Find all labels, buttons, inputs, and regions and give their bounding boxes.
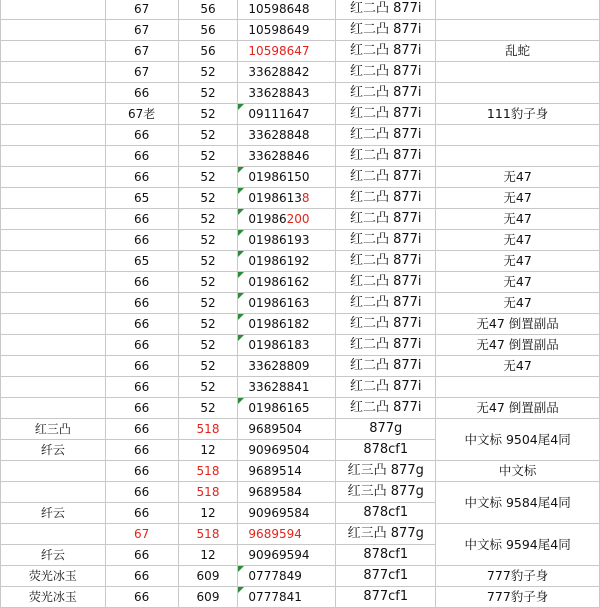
- cell-d[interactable]: [238, 146, 336, 167]
- cell-d-main: 01986150: [248, 170, 310, 184]
- cell-b[interactable]: 66: [105, 398, 178, 419]
- cell-f[interactable]: 中文标: [436, 461, 600, 482]
- cell-a[interactable]: 红三凸: [1, 419, 106, 440]
- cell-d-main: 10598648: [248, 2, 310, 16]
- cell-d-main: 01986165: [248, 401, 310, 415]
- cell-d-main: 33628848: [248, 128, 310, 142]
- merged-note-cell[interactable]: 中文标 9584尾4同: [436, 482, 600, 524]
- cell-a[interactable]: [1, 251, 106, 272]
- cell-d-main: 01986182: [248, 317, 310, 331]
- cell-b[interactable]: 66: [105, 587, 178, 608]
- cell-d-main: 01986183: [248, 338, 310, 352]
- table-row: [1, 587, 600, 608]
- cell-f[interactable]: 乱蛇: [436, 41, 600, 62]
- cell-f[interactable]: [436, 0, 600, 20]
- table-row: [1, 230, 600, 251]
- table-row: [1, 62, 600, 83]
- cell-e[interactable]: 红二凸 877i: [336, 335, 436, 356]
- cell-d[interactable]: 0777841: [238, 587, 336, 608]
- cell-e[interactable]: 红二凸 877i: [336, 230, 436, 251]
- cell-a[interactable]: [1, 41, 106, 62]
- table-row: [1, 314, 600, 335]
- cell-b[interactable]: 66: [105, 356, 178, 377]
- cell-f[interactable]: [436, 377, 600, 398]
- cell-e[interactable]: 红二凸 877i: [336, 188, 436, 209]
- cell-e[interactable]: 红三凸 877g: [336, 524, 436, 545]
- table-row: [1, 251, 600, 272]
- table-row: [1, 482, 600, 503]
- lower-rows: [1, 419, 600, 608]
- cell-a[interactable]: [1, 0, 106, 20]
- cell-f[interactable]: 无47 倒置副品: [436, 335, 600, 356]
- cell-c[interactable]: 52: [178, 272, 238, 293]
- cell-c[interactable]: 52: [178, 293, 238, 314]
- cell-d[interactable]: [238, 62, 336, 83]
- cell-e[interactable]: 红二凸 877i: [336, 125, 436, 146]
- cell-c[interactable]: 52: [178, 125, 238, 146]
- cell-f[interactable]: 无47: [436, 356, 600, 377]
- cell-b[interactable]: 66: [105, 440, 178, 461]
- cell-b[interactable]: 66: [105, 461, 178, 482]
- cell-a[interactable]: [1, 482, 106, 503]
- cell-d[interactable]: 90969584: [238, 503, 336, 524]
- cell-f[interactable]: [436, 125, 600, 146]
- cell-c[interactable]: 518: [178, 419, 238, 440]
- cell-b[interactable]: 67: [105, 0, 178, 20]
- cell-b[interactable]: 66: [105, 83, 178, 104]
- cell-a[interactable]: [1, 209, 106, 230]
- cell-e[interactable]: 红二凸 877i: [336, 209, 436, 230]
- cell-d[interactable]: [238, 104, 336, 125]
- cell-a[interactable]: [1, 62, 106, 83]
- cell-b[interactable]: 66: [105, 146, 178, 167]
- cell-d[interactable]: 9689594: [238, 524, 336, 545]
- cell-d-main: 33628809: [248, 359, 310, 373]
- cell-d[interactable]: 90969594: [238, 545, 336, 566]
- cell-f[interactable]: 无47: [436, 188, 600, 209]
- cell-a[interactable]: [1, 398, 106, 419]
- cell-b[interactable]: 67: [105, 20, 178, 41]
- cell-f[interactable]: 无47: [436, 167, 600, 188]
- cell-d[interactable]: [238, 0, 336, 20]
- table-row: [1, 20, 600, 41]
- cell-e[interactable]: 红二凸 877i: [336, 83, 436, 104]
- cell-d[interactable]: [238, 251, 336, 272]
- cell-b[interactable]: 67: [105, 41, 178, 62]
- cell-c[interactable]: 518: [178, 482, 238, 503]
- cell-b[interactable]: 66: [105, 566, 178, 587]
- cell-a[interactable]: [1, 83, 106, 104]
- cell-c[interactable]: 52: [178, 356, 238, 377]
- cell-a[interactable]: 纤云: [1, 503, 106, 524]
- cell-c[interactable]: 52: [178, 188, 238, 209]
- cell-c[interactable]: 609: [178, 566, 238, 587]
- cell-a[interactable]: 纤云: [1, 440, 106, 461]
- merged-note-cell[interactable]: 中文标 9594尾4同: [436, 524, 600, 566]
- cell-e[interactable]: 877g: [336, 419, 436, 440]
- cell-d[interactable]: 90969504: [238, 440, 336, 461]
- cell-c[interactable]: 518: [178, 524, 238, 545]
- table-row: [1, 398, 600, 419]
- cell-d-main: 10598647: [248, 44, 310, 58]
- cell-e[interactable]: 红二凸 877i: [336, 377, 436, 398]
- cell-c[interactable]: 52: [178, 230, 238, 251]
- cell-a[interactable]: 荧光冰玉: [1, 566, 106, 587]
- table-row: [1, 335, 600, 356]
- cell-b[interactable]: 67: [105, 62, 178, 83]
- cell-e[interactable]: 红二凸 877i: [336, 272, 436, 293]
- cell-b[interactable]: 66: [105, 545, 178, 566]
- cell-a[interactable]: [1, 230, 106, 251]
- cell-c[interactable]: 52: [178, 314, 238, 335]
- cell-f[interactable]: 无47: [436, 251, 600, 272]
- cell-d[interactable]: 9689504: [238, 419, 336, 440]
- cell-f[interactable]: 无47: [436, 293, 600, 314]
- cell-e[interactable]: 红二凸 877i: [336, 20, 436, 41]
- cell-c[interactable]: 52: [178, 146, 238, 167]
- cell-d-main: 0198613: [248, 191, 302, 205]
- cell-d-main: 33628846: [248, 149, 310, 163]
- cell-b[interactable]: 65: [105, 251, 178, 272]
- cell-e[interactable]: 红二凸 877i: [336, 41, 436, 62]
- cell-c[interactable]: 52: [178, 104, 238, 125]
- table-row: [1, 125, 600, 146]
- cell-e[interactable]: 878cf1: [336, 545, 436, 566]
- cell-d[interactable]: [238, 83, 336, 104]
- cell-d-main: 10598649: [248, 23, 310, 37]
- cell-e[interactable]: 红二凸 877i: [336, 167, 436, 188]
- cell-d[interactable]: [238, 293, 336, 314]
- cell-f[interactable]: 777豹子身: [436, 566, 600, 587]
- cell-c[interactable]: 56: [178, 20, 238, 41]
- cell-c[interactable]: 52: [178, 335, 238, 356]
- table-row: [1, 167, 600, 188]
- cell-c[interactable]: 52: [178, 83, 238, 104]
- cell-c[interactable]: 52: [178, 209, 238, 230]
- cell-f[interactable]: [436, 146, 600, 167]
- cell-f[interactable]: [436, 62, 600, 83]
- cell-e[interactable]: 877cf1: [336, 566, 436, 587]
- table-row: [1, 188, 600, 209]
- cell-c[interactable]: 56: [178, 41, 238, 62]
- table-row: [1, 377, 600, 398]
- cell-a[interactable]: [1, 20, 106, 41]
- cell-d-main: 33628843: [248, 86, 310, 100]
- table-row: [1, 104, 600, 125]
- cell-d-main: 09111647: [248, 107, 310, 121]
- cell-d[interactable]: [238, 272, 336, 293]
- cell-e[interactable]: 878cf1: [336, 440, 436, 461]
- cell-f[interactable]: [436, 83, 600, 104]
- cell-d[interactable]: [238, 230, 336, 251]
- cell-d-main: 01986163: [248, 296, 310, 310]
- table-row: [1, 0, 600, 20]
- cell-a[interactable]: [1, 272, 106, 293]
- upper-rows: [1, 0, 600, 419]
- cell-a[interactable]: [1, 104, 106, 125]
- cell-a[interactable]: [1, 356, 106, 377]
- cell-e[interactable]: 红二凸 877i: [336, 356, 436, 377]
- cell-b[interactable]: 66: [105, 314, 178, 335]
- table-row: [1, 419, 600, 440]
- cell-a[interactable]: [1, 377, 106, 398]
- table-row: [1, 566, 600, 587]
- cell-d[interactable]: [238, 20, 336, 41]
- cell-d[interactable]: [238, 41, 336, 62]
- cell-d-main: 33628841: [248, 380, 310, 394]
- cell-a[interactable]: [1, 524, 106, 545]
- cell-d[interactable]: [238, 398, 336, 419]
- cell-f[interactable]: 无47: [436, 272, 600, 293]
- cell-d[interactable]: 9689584: [238, 482, 336, 503]
- cell-e[interactable]: 红二凸 877i: [336, 146, 436, 167]
- cell-e[interactable]: 红二凸 877i: [336, 62, 436, 83]
- cell-c[interactable]: 609: [178, 587, 238, 608]
- table-row: [1, 356, 600, 377]
- cell-c[interactable]: 56: [178, 0, 238, 20]
- table-row: [1, 209, 600, 230]
- table-row: [1, 41, 600, 62]
- table-row: [1, 461, 600, 482]
- cell-c[interactable]: 12: [178, 545, 238, 566]
- cell-b[interactable]: 66: [105, 167, 178, 188]
- cell-d[interactable]: 0777849: [238, 566, 336, 587]
- cell-b[interactable]: 66: [105, 272, 178, 293]
- cell-c[interactable]: 12: [178, 503, 238, 524]
- cell-b[interactable]: 67: [105, 524, 178, 545]
- cell-a[interactable]: 纤云: [1, 545, 106, 566]
- cell-a[interactable]: 荧光冰玉: [1, 587, 106, 608]
- cell-b[interactable]: 66: [105, 293, 178, 314]
- cell-b[interactable]: 66: [105, 125, 178, 146]
- cell-a[interactable]: [1, 125, 106, 146]
- cell-f[interactable]: 777豹子身: [436, 587, 600, 608]
- cell-e[interactable]: 红二凸 877i: [336, 104, 436, 125]
- cell-c[interactable]: 52: [178, 377, 238, 398]
- cell-d[interactable]: [238, 188, 336, 209]
- cell-d[interactable]: [238, 314, 336, 335]
- merged-note-cell[interactable]: 中文标 9504尾4同: [436, 419, 600, 461]
- table-row: [1, 524, 600, 545]
- cell-d[interactable]: [238, 209, 336, 230]
- cell-d[interactable]: [238, 167, 336, 188]
- cell-d-main: 01986193: [248, 233, 310, 247]
- cell-a[interactable]: [1, 167, 106, 188]
- cell-a[interactable]: [1, 293, 106, 314]
- cell-d-main: 01986192: [248, 254, 310, 268]
- cell-f[interactable]: 无47 倒置副品: [436, 314, 600, 335]
- cell-f[interactable]: 无47: [436, 230, 600, 251]
- cell-e[interactable]: 红三凸 877g: [336, 482, 436, 503]
- cell-e[interactable]: 红二凸 877i: [336, 251, 436, 272]
- table-row: [1, 83, 600, 104]
- cell-b[interactable]: 66: [105, 230, 178, 251]
- cell-e[interactable]: 红二凸 877i: [336, 0, 436, 20]
- cell-d[interactable]: [238, 356, 336, 377]
- cell-d-highlight: 200: [286, 212, 310, 226]
- table-row: [1, 293, 600, 314]
- cell-d[interactable]: [238, 125, 336, 146]
- cell-b[interactable]: 66: [105, 482, 178, 503]
- cell-f[interactable]: 无47: [436, 209, 600, 230]
- cell-d[interactable]: [238, 335, 336, 356]
- cell-b[interactable]: 66: [105, 419, 178, 440]
- cell-b[interactable]: 65: [105, 188, 178, 209]
- cell-d-main: 33628842: [248, 65, 310, 79]
- cell-c[interactable]: 52: [178, 251, 238, 272]
- cell-a[interactable]: [1, 188, 106, 209]
- cell-e[interactable]: 红二凸 877i: [336, 314, 436, 335]
- cell-e[interactable]: 877cf1: [336, 587, 436, 608]
- cell-d-highlight: 8: [301, 191, 310, 205]
- cell-e[interactable]: 红三凸 877g: [336, 461, 436, 482]
- cell-a[interactable]: [1, 314, 106, 335]
- cell-d[interactable]: 9689514: [238, 461, 336, 482]
- cell-a[interactable]: [1, 461, 106, 482]
- cell-c[interactable]: 518: [178, 461, 238, 482]
- cell-b[interactable]: 66: [105, 209, 178, 230]
- cell-e[interactable]: 红二凸 877i: [336, 398, 436, 419]
- cell-c[interactable]: 52: [178, 167, 238, 188]
- cell-c[interactable]: 52: [178, 398, 238, 419]
- cell-a[interactable]: [1, 146, 106, 167]
- table-row: [1, 146, 600, 167]
- cell-b[interactable]: 66: [105, 503, 178, 524]
- table-row: [1, 272, 600, 293]
- cell-e[interactable]: 878cf1: [336, 503, 436, 524]
- cell-d[interactable]: [238, 377, 336, 398]
- cell-f[interactable]: 111豹子身: [436, 104, 600, 125]
- cell-d-main: 01986: [248, 212, 287, 226]
- cell-d-main: 01986162: [248, 275, 310, 289]
- cell-c[interactable]: 52: [178, 62, 238, 83]
- cell-f[interactable]: 无47 倒置副品: [436, 398, 600, 419]
- cell-b[interactable]: 66: [105, 377, 178, 398]
- cell-b[interactable]: 66: [105, 335, 178, 356]
- cell-e[interactable]: 红二凸 877i: [336, 293, 436, 314]
- cell-f[interactable]: [436, 20, 600, 41]
- cell-c[interactable]: 12: [178, 440, 238, 461]
- cell-b[interactable]: 67老: [105, 104, 178, 125]
- cell-a[interactable]: [1, 335, 106, 356]
